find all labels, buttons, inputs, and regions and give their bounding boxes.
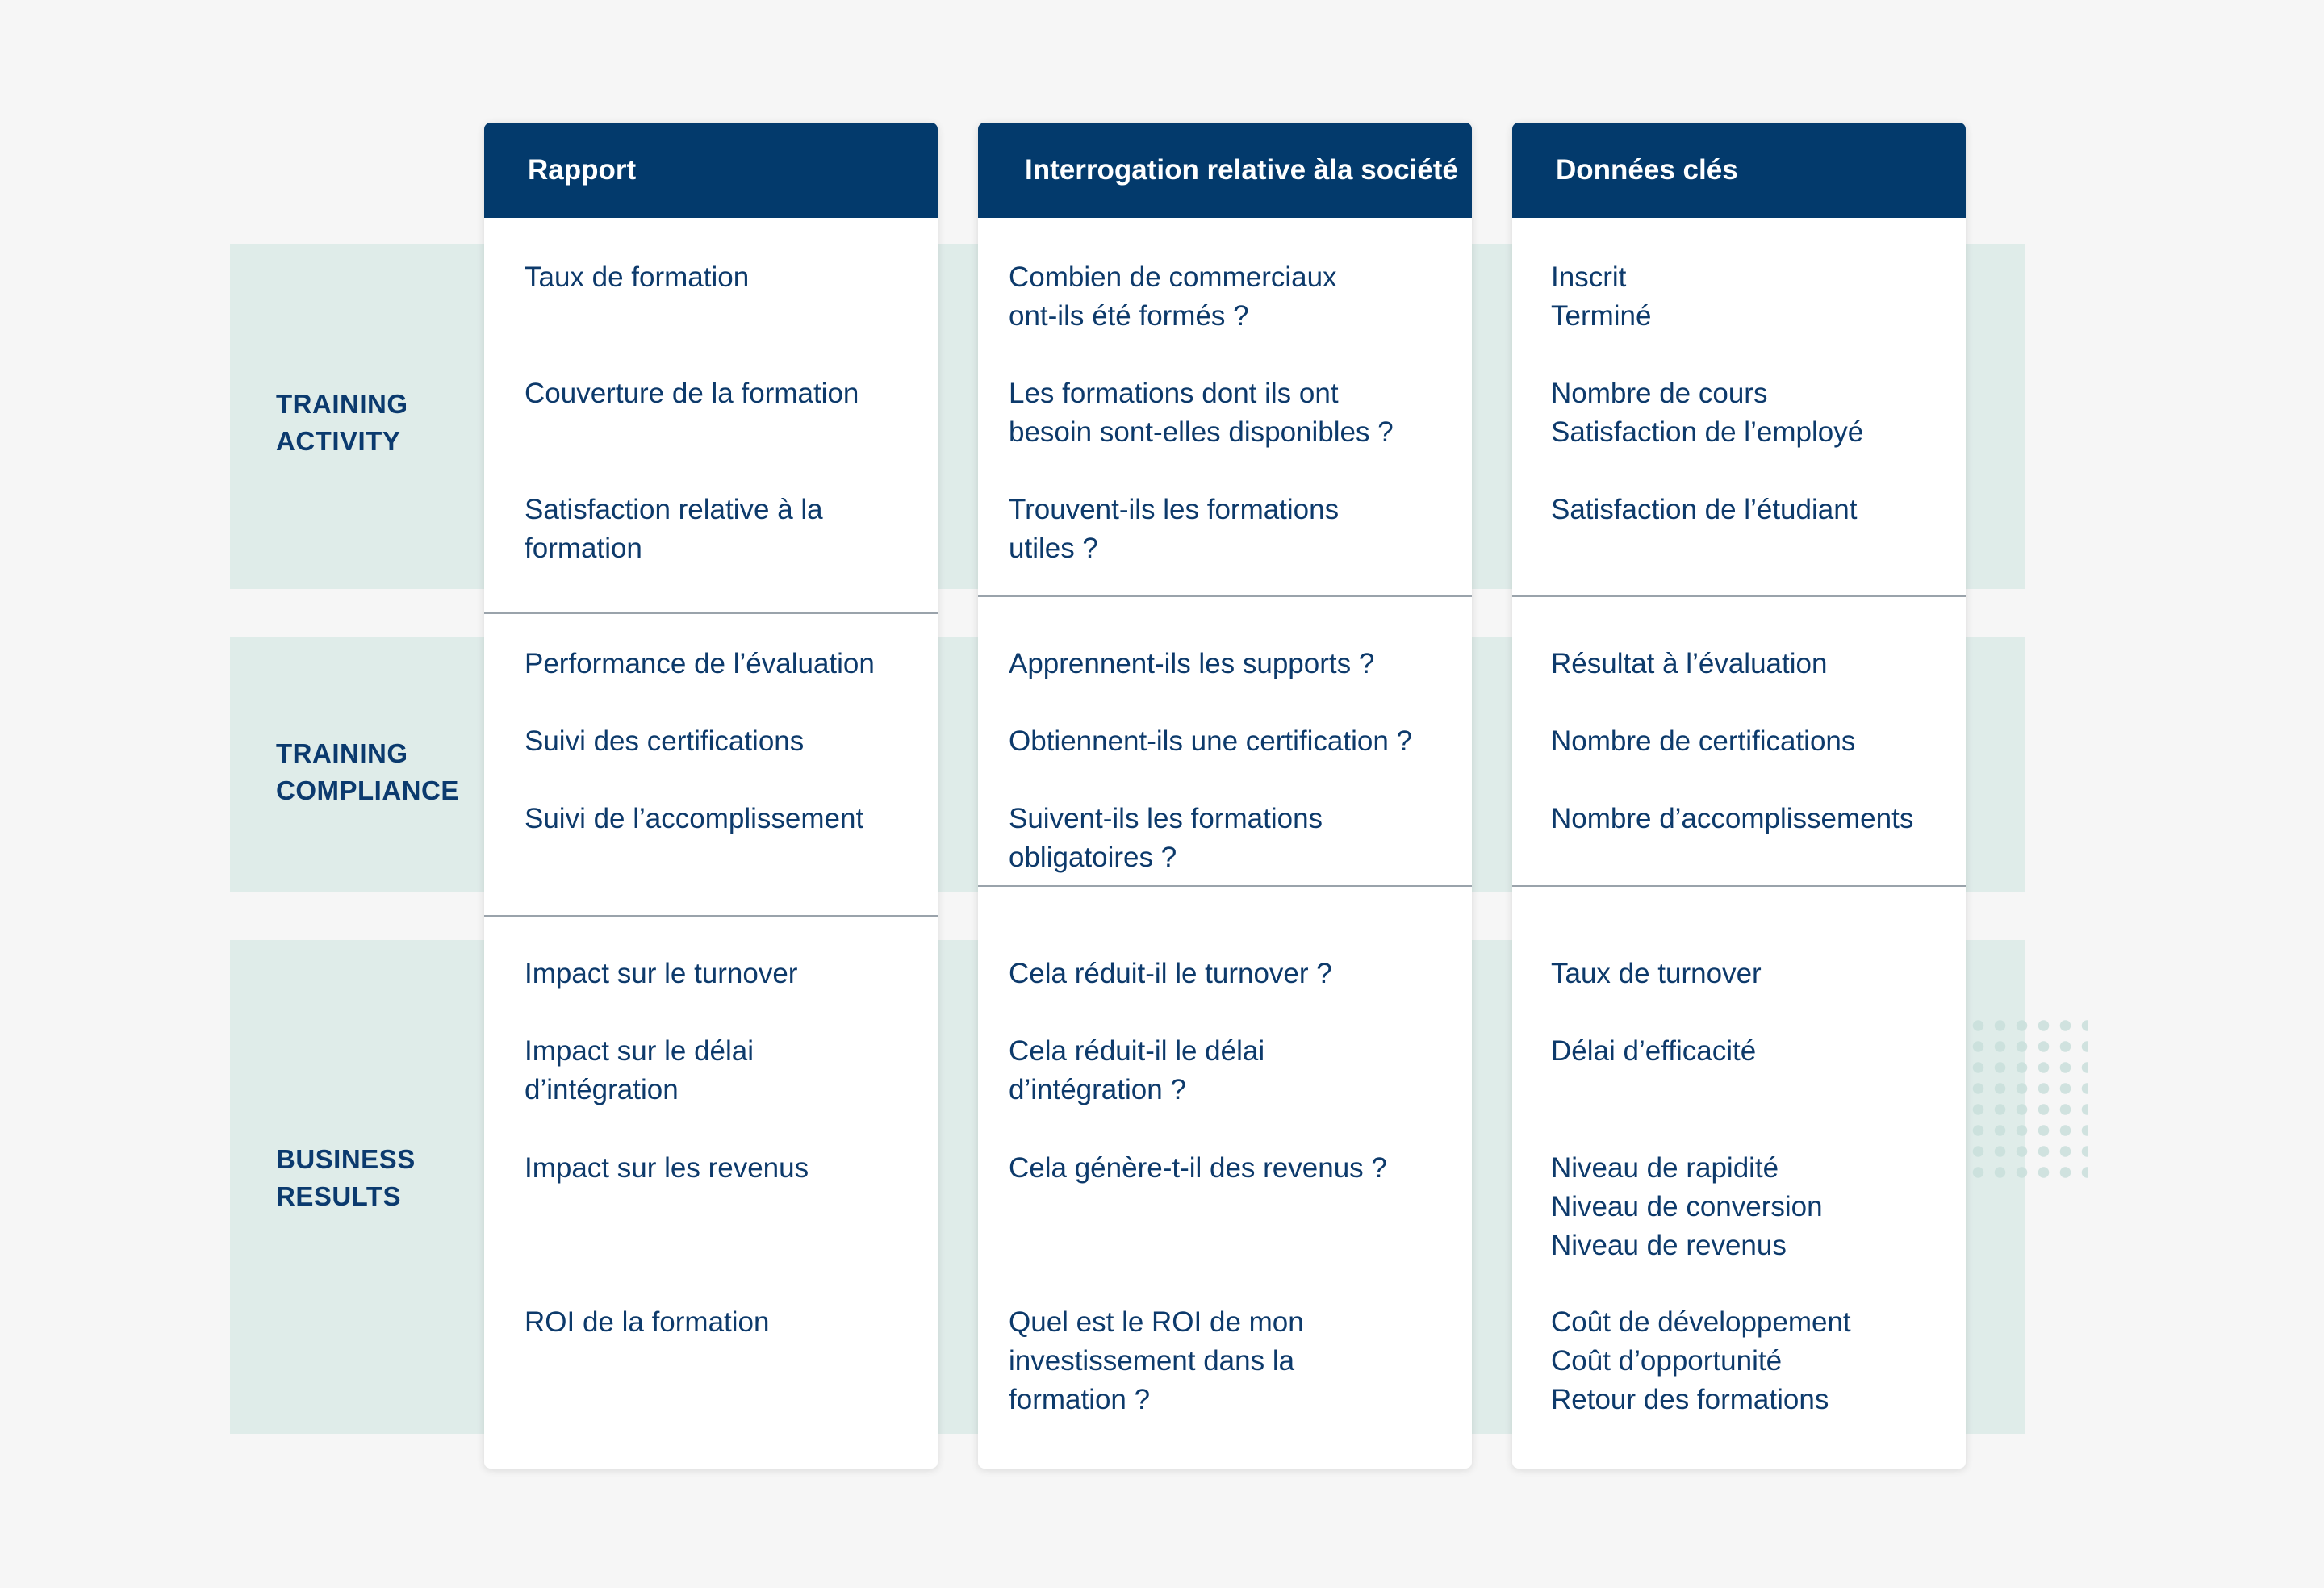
rapport-cell: Suivi de l’accomplissement bbox=[525, 803, 864, 834]
question-cell: Combien de commerciaux ont-ils été formés ? bbox=[1009, 261, 1337, 332]
data-cell: Délai d’efficacité bbox=[1551, 1035, 1757, 1067]
separator bbox=[978, 596, 1472, 597]
row-label-business-results: BUSINESS RESULTS bbox=[276, 1144, 416, 1211]
rapport-cell: Taux de formation bbox=[525, 261, 750, 293]
question-header-title: Interrogation relative àla société bbox=[1025, 154, 1458, 186]
rapport-cell: Couverture de la formation bbox=[525, 378, 859, 409]
question-cell: Cela réduit-il le délai d’intégration ? bbox=[1009, 1035, 1265, 1105]
data-cell: Nombre de cours Satisfaction de l’employé bbox=[1551, 378, 1864, 448]
question-cell: Cela réduit-il le turnover ? bbox=[1009, 958, 1332, 989]
question-card bbox=[978, 123, 1472, 1469]
separator bbox=[484, 915, 938, 917]
question-cell: Cela génère-t-il des revenus ? bbox=[1009, 1152, 1387, 1184]
rapport-cell: Impact sur le turnover bbox=[525, 958, 798, 989]
rapport-cell: Impact sur le délai d’intégration bbox=[525, 1035, 754, 1105]
question-header bbox=[978, 123, 1472, 218]
separator bbox=[484, 612, 938, 614]
separator bbox=[978, 885, 1472, 887]
row-label-training-activity: TRAINING ACTIVITY bbox=[276, 389, 408, 456]
question-cell: Trouvent-ils les formations utiles ? bbox=[1009, 494, 1340, 564]
data-header-title: Données clés bbox=[1556, 154, 1738, 186]
data-cell: Inscrit Terminé bbox=[1551, 261, 1652, 332]
data-cell: Satisfaction de l’étudiant bbox=[1551, 494, 1858, 525]
row-label-training-compliance: TRAINING COMPLIANCE bbox=[276, 738, 459, 805]
question-cell: Quel est le ROI de mon investissement dans la formation ? bbox=[1009, 1306, 1304, 1415]
rapport-cell: Performance de l’évaluation bbox=[525, 648, 875, 679]
data-cell: Nombre de certifications bbox=[1551, 725, 1856, 757]
question-cell: Obtiennent-ils une certification ? bbox=[1009, 725, 1412, 757]
rapport-cell: Suivi des certifications bbox=[525, 725, 805, 757]
question-cell: Suivent-ils les formations obligatoires ? bbox=[1009, 803, 1323, 873]
data-card bbox=[1512, 123, 1966, 1469]
rapport-card bbox=[484, 123, 938, 1469]
data-header bbox=[1512, 123, 1966, 218]
separator bbox=[1512, 596, 1966, 597]
rapport-cell: Impact sur les revenus bbox=[525, 1152, 809, 1184]
data-cell: Coût de développement Coût d’opportunité Retour des formations bbox=[1551, 1306, 1851, 1415]
rapport-cell: Satisfaction relative à la formation bbox=[525, 494, 823, 564]
rapport-header-title: Rapport bbox=[528, 154, 637, 186]
question-cell: Apprennent-ils les supports ? bbox=[1009, 648, 1375, 679]
data-cell: Taux de turnover bbox=[1551, 958, 1762, 989]
data-cell: Résultat à l’évaluation bbox=[1551, 648, 1828, 679]
data-cell: Nombre d’accomplissements bbox=[1551, 803, 1914, 834]
data-cell: Niveau de rapidité Niveau de conversion Niveau de revenus bbox=[1551, 1152, 1823, 1261]
question-cell: Les formations dont ils ont besoin sont-elles disponibles ? bbox=[1009, 378, 1394, 448]
separator bbox=[1512, 885, 1966, 887]
decorative-dot-grid bbox=[1967, 1015, 2088, 1185]
rapport-header bbox=[484, 123, 938, 218]
rapport-cell: ROI de la formation bbox=[525, 1306, 770, 1338]
